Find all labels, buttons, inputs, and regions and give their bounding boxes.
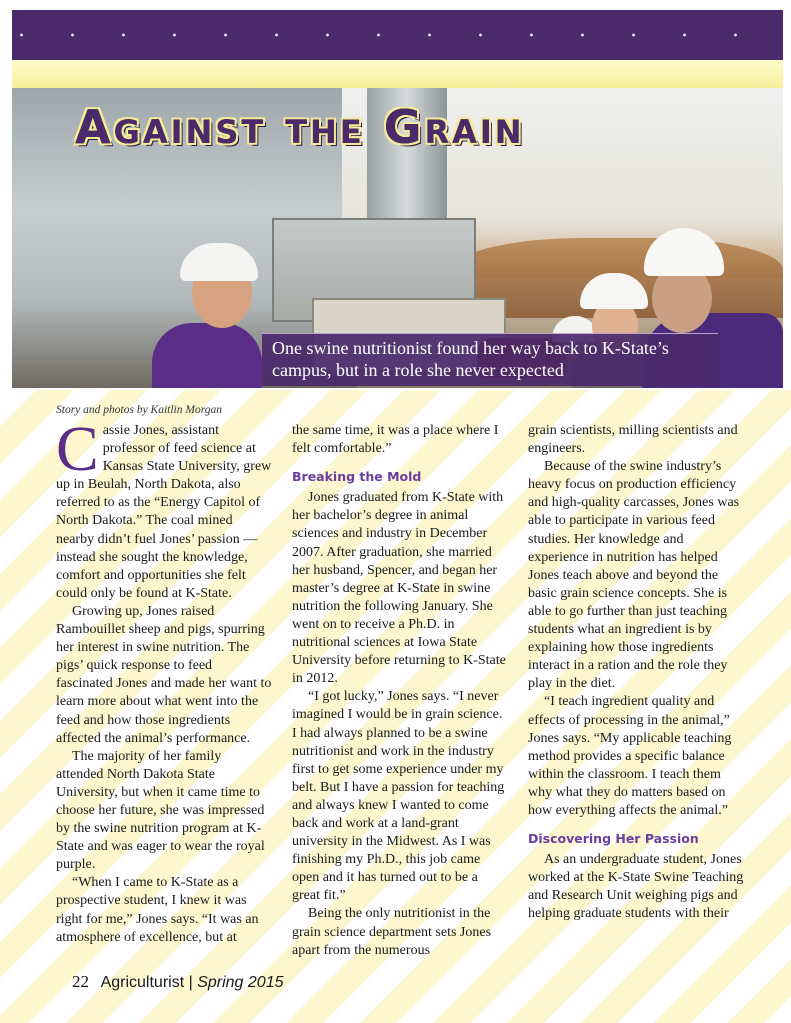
byline: Story and photos by Kaitlin Morgan (56, 404, 223, 416)
photo-person-1 (152, 323, 262, 388)
paragraph-text: assie Jones, assistant professor of feed science at Kansas State University, grew up in Beulah, North Dakota, also referred to as the “Energy Capitol of North Dakota.” The coal mined nearby didn’t fuel Jones’ passion — instead she sought the knowledge, comfort and opportunities she felt could only be found at K-State. (56, 423, 272, 601)
column-1 (56, 413, 272, 947)
photo-caption: One swine nutritionist found her way back to K-State’s campus, but in a role she never expected (272, 338, 669, 380)
paragraph: “When I came to K-State as a prospective student, I knew it was right for me,” Jones says. “It was an atmosphere of excellence, but at (56, 875, 259, 945)
magazine-name: Agriculturist (100, 974, 185, 991)
subheading: Discovering Her Passion (528, 831, 699, 847)
paragraph: Growing up, Jones raised Rambouillet sheep and pigs, spurring her interest in swine nutrition. The pigs’ quick response to feed fascinated Jones and made her want to learn more about what went into the feed and how those ingredients affected the animal’s performance. (56, 603, 272, 746)
article-title: Against the Grain (75, 100, 525, 154)
paragraph: Because of the swine industry’s heavy focus on production efficiency and high-quality carcasses, Jones was able to participate in various feed studies. Her knowledge and experience in nutrition has helped Jones teach above and beyond the basic grain science concepts. She is able to go further than just teaching students what an ingredient is by explaining how those ingredients interact in a ration and the role they play in the diet. (528, 459, 740, 692)
paragraph: As an undergraduate student, Jones worked at the K-State Swine Teaching and Research Unit weighing pigs and helping graduate students with their (528, 852, 744, 922)
paragraph (56, 413, 272, 603)
page-footer (72, 972, 284, 992)
paragraph: The majority of her family attended North Dakota State University, but when it came time to choose her future, she was impressed by the swine nutrition program at K-State and was eager to wear the royal purple. (56, 748, 265, 873)
yellow-band (12, 60, 783, 88)
issue-date: Spring 2015 (197, 974, 284, 991)
paragraph: “I teach ingredient quality and effects of processing in the animal,” Jones says. “My applicable teaching method provides a specific balance within the classroom. I teach them why what they do matters based on how everything affects the animal.” (528, 694, 732, 818)
paragraph: “I got lucky,” Jones says. “I never imagined I would be in grain science. I had always planned to be a swine nutritionist and work in the industry first to get some experience under my belt. But I have a passion for teaching and always knew I wanted to come back and work at a land-grant university in the Midwest. As I was finishing my Ph.D., this job came open and it has turned out to be a great fit.” (292, 689, 505, 904)
paragraph: grain scientists, milling scientists and engineers. (528, 423, 738, 457)
photo-caption-box (262, 333, 718, 386)
paragraph: Jones graduated from K-State with her bachelor’s degree in animal sciences and industry in December 2007. After graduation, she married her husband, Spencer, and began her master’s degree at K-State in swine nutrition the following January. She went on to receive a Ph.D. in nutritional sciences at Iowa State University before returning to K-State in 2012. (292, 490, 506, 687)
subheading: Breaking the Mold (292, 469, 422, 485)
paragraph: Being the only nutritionist in the grain science department sets Jones apart from the numerous (292, 906, 492, 958)
top-banner (12, 10, 783, 60)
column-2 (292, 422, 508, 960)
paragraph: the same time, it was a place where I felt comfortable.” (292, 423, 499, 457)
banner-dot-pattern (12, 32, 783, 38)
footer-separator: | (188, 974, 193, 991)
column-3 (528, 422, 746, 924)
page-number: 22 (72, 972, 89, 991)
drop-cap: C (56, 413, 99, 484)
